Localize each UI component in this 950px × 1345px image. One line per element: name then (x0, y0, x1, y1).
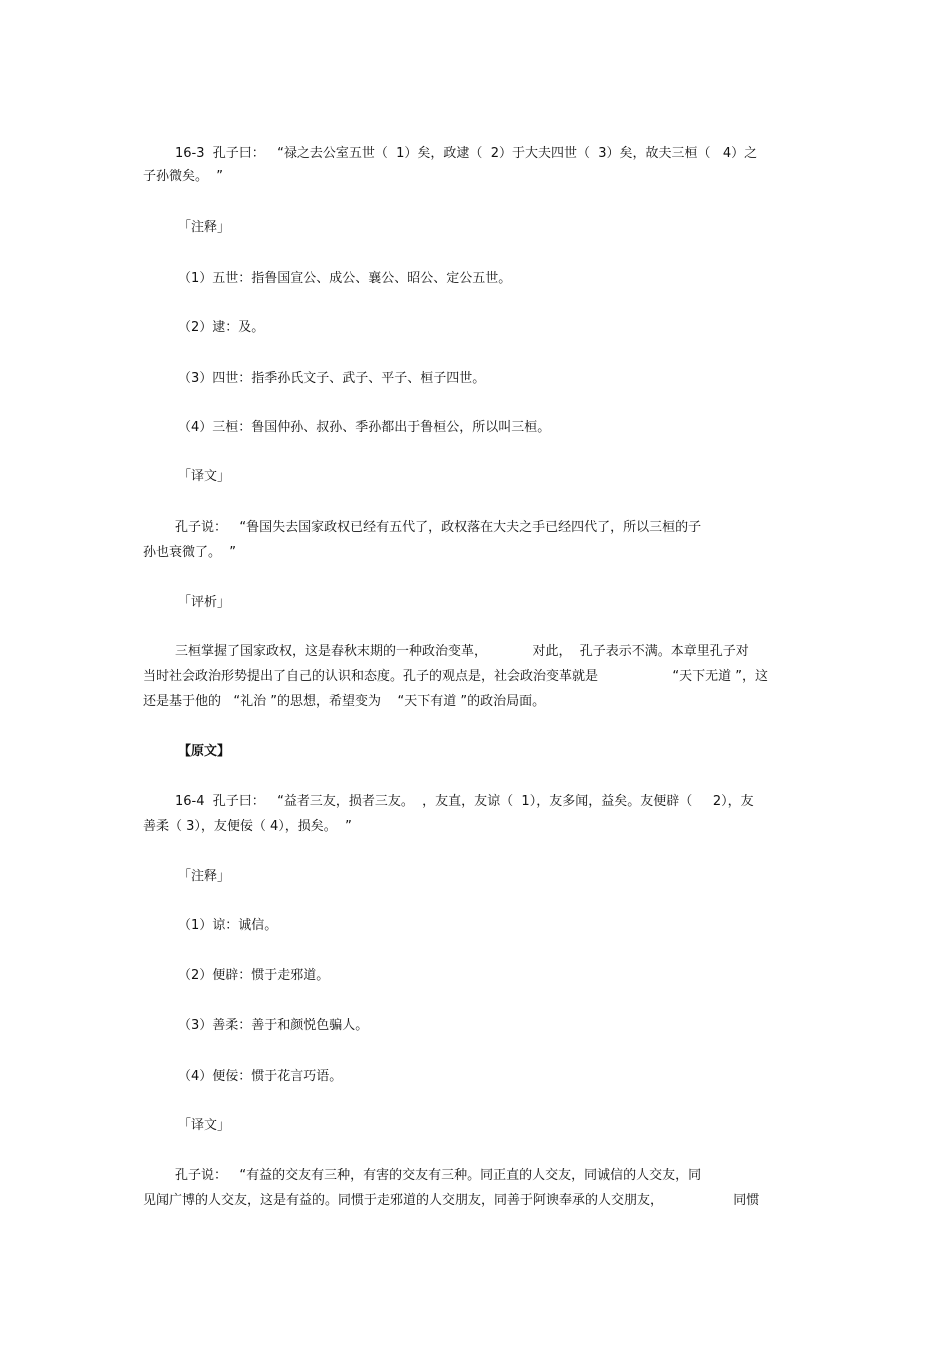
heading-analysis: 「评析」 (178, 595, 231, 610)
paragraph-16-4-line-1: 16-4 孔子曰： “益者三友，损者三友。 ，友直，友谅（ 1），友多闻，益矣。友便辟（ 2），友 (175, 794, 754, 809)
annotation-item: （1）谅：诚信。 (178, 918, 278, 933)
translation-line-2: 见闻广博的人交友，这是有益的。同惯于走邪道的人交朋友，同善于阿谀奉承的人交朋友， 同惯 (143, 1193, 760, 1208)
heading-translation: 「译文」 (178, 469, 231, 484)
annotation-item: （4）便佞：惯于花言巧语。 (178, 1069, 343, 1084)
annotation-item: （2）便辟：惯于走邪道。 (178, 968, 330, 983)
translation-line-2: 孙也衰微了。 ” (143, 545, 236, 560)
paragraph-16-4-line-2: 善柔（ 3），友便佞（ 4），损矣。 ” (143, 819, 352, 834)
annotation-item: （1）五世：指鲁国宣公、成公、襄公、昭公、定公五世。 (178, 271, 512, 286)
translation-line-1: 孔子说： “鲁国失去国家政权已经有五代了，政权落在大夫之手已经四代了，所以三桓的子 (175, 520, 702, 535)
heading-original-text: 【原文】 (178, 744, 231, 759)
annotation-item: （3）善柔：善于和颜悦色骗人。 (178, 1018, 369, 1033)
analysis-line-2: 当时社会政治形势提出了自己的认识和态度。孔子的观点是，社会政治变革就是 “天下无道 ”，这 (143, 669, 768, 684)
annotation-item: （2）逮：及。 (178, 320, 265, 335)
annotation-item: （4）三桓：鲁国仲孙、叔孙、季孙都出于鲁桓公，所以叫三桓。 (178, 420, 551, 435)
translation-line-1: 孔子说： “有益的交友有三种，有害的交友有三种。同正直的人交友，同诚信的人交友，同 (175, 1168, 702, 1183)
paragraph-16-3-line-2: 子孙微矣。 ” (143, 169, 223, 184)
heading-translation: 「译文」 (178, 1118, 231, 1133)
paragraph-16-3-line-1: 16-3 孔子曰： “禄之去公室五世（ 1）矣，政逮（ 2）于大夫四世（ 3）矣，故夫三桓（ 4）之 (175, 146, 758, 161)
heading-annotation: 「注释」 (178, 869, 231, 884)
analysis-line-3: 还是基于他的 “礼治 ”的思想，希望变为 “天下有道 ”的政治局面。 (143, 694, 546, 709)
annotation-item: （3）四世：指季孙氏文子、武子、平子、桓子四世。 (178, 371, 486, 386)
heading-annotation: 「注释」 (178, 220, 231, 235)
analysis-line-1: 三桓掌握了国家政权，这是春秋末期的一种政治变革， 对此， 孔子表示不满。本章里孔子对 (175, 644, 749, 659)
